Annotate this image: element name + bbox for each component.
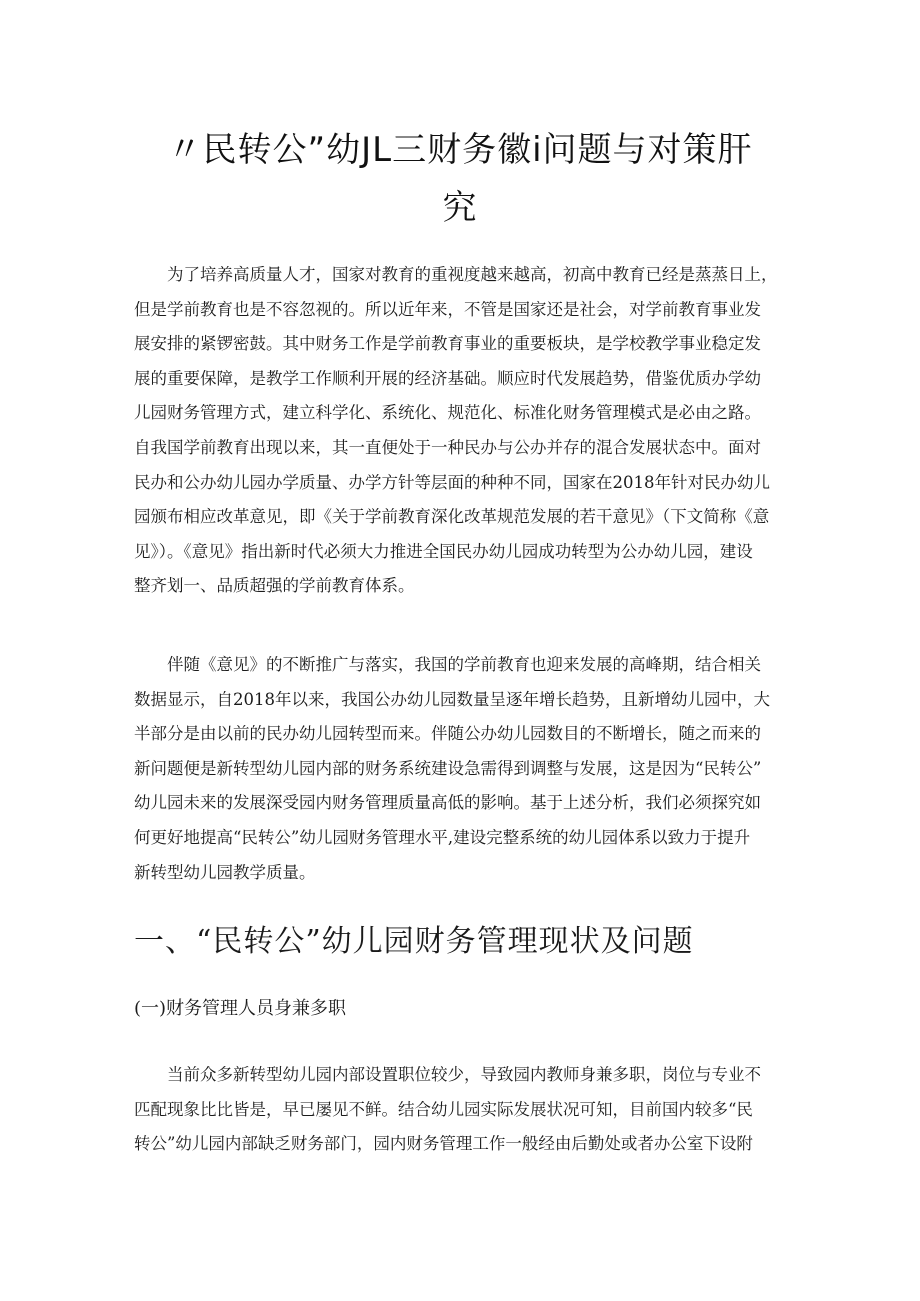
text-line: 何更好地提高“民转公”幼儿园财务管理水平,建设完整系统的幼儿园体系以致力于提升 — [134, 827, 751, 847]
text-line: 新转型幼儿园教学质量。 — [134, 862, 316, 882]
text-line: 展安排的紧锣密鼓。其中财务工作是学前教育事业的重要板块，是学校教学事业稳定发 — [134, 334, 761, 354]
text-line: 但是学前教育也是不容忽视的。所以近年来，不管是国家还是社会，对学前教育事业发 — [134, 299, 761, 319]
text-line: 幼儿园未来的发展深受园内财务管理质量高低的影响。基于上述分析，我们必须探究如 — [134, 793, 761, 813]
text-line: 匹配现象比比皆是，早已屡见不鲜。结合幼儿园实际发展状况可知，目前国内较多“民 — [134, 1099, 753, 1119]
document-title-line1: 〃民转公”幼JL三财务徽i问题与对策肝 — [167, 130, 753, 170]
text-line: 展的重要保障，是教学工作顺利开展的经济基础。顺应时代发展趋势，借鉴优质办学幼 — [134, 368, 761, 388]
text-line: 自我国学前教育出现以来，其一直便处于一种民办与公办并存的混合发展状态中。面对 — [134, 437, 761, 457]
subsection-heading: (一)财务管理人员身兼多职 — [134, 998, 347, 1019]
text-line: 新问题便是新转型幼儿园内部的财务系统建设急需得到调整与发展，这是因为“民转公” — [134, 758, 762, 778]
text-line: 园颁布相应改革意见，即《关于学前教育深化改革规范发展的若干意见》（下文简称《意 — [134, 507, 770, 527]
document-title-line2: 究 — [442, 188, 478, 228]
text-line: 半部分是由以前的民办幼儿园转型而来。伴随公办幼儿园数目的不断增长，随之而来的 — [134, 724, 761, 744]
text-line: 见》）。《意见》指出新时代必须大力推进全国民办幼儿园成功转型为公办幼儿园，建设 — [134, 541, 753, 561]
text-line: 数据显示，自2018年以来，我国公办幼儿园数量呈逐年增长趋势，且新增幼儿园中，大 — [134, 689, 770, 709]
text-line: 整齐划一、品质超强的学前教育体系。 — [134, 576, 415, 596]
text-line: 儿园财务管理方式，建立科学化、系统化、规范化、标准化财务管理模式是必由之路。 — [134, 403, 761, 423]
text-line: 当前众多新转型幼儿园内部设置职位较少，导致园内教师身兼多职，岗位与专业不 — [134, 1065, 761, 1084]
intro-paragraph — [134, 258, 794, 604]
text-line: 转公”幼儿园内部缺乏财务部门，园内财务管理工作一般经由后勤处或者办公室下设附 — [134, 1134, 753, 1154]
text-line: 为了培养高质量人才，国家对教育的重视度越来越高，初高中教育已经是蒸蒸日上， — [134, 265, 778, 284]
text-line: 伴随《意见》的不断推广与落实，我国的学前教育也迎来发展的高峰期，结合相关 — [134, 655, 761, 674]
body-paragraph-3 — [134, 1058, 794, 1162]
section-heading: 一、“民转公”幼儿园财务管理现状及问题 — [134, 924, 694, 959]
text-line: 民办和公办幼儿园办学质量、办学方针等层面的种种不同，国家在2018年针对民办幼儿 — [134, 472, 770, 492]
body-paragraph-2 — [134, 648, 794, 890]
